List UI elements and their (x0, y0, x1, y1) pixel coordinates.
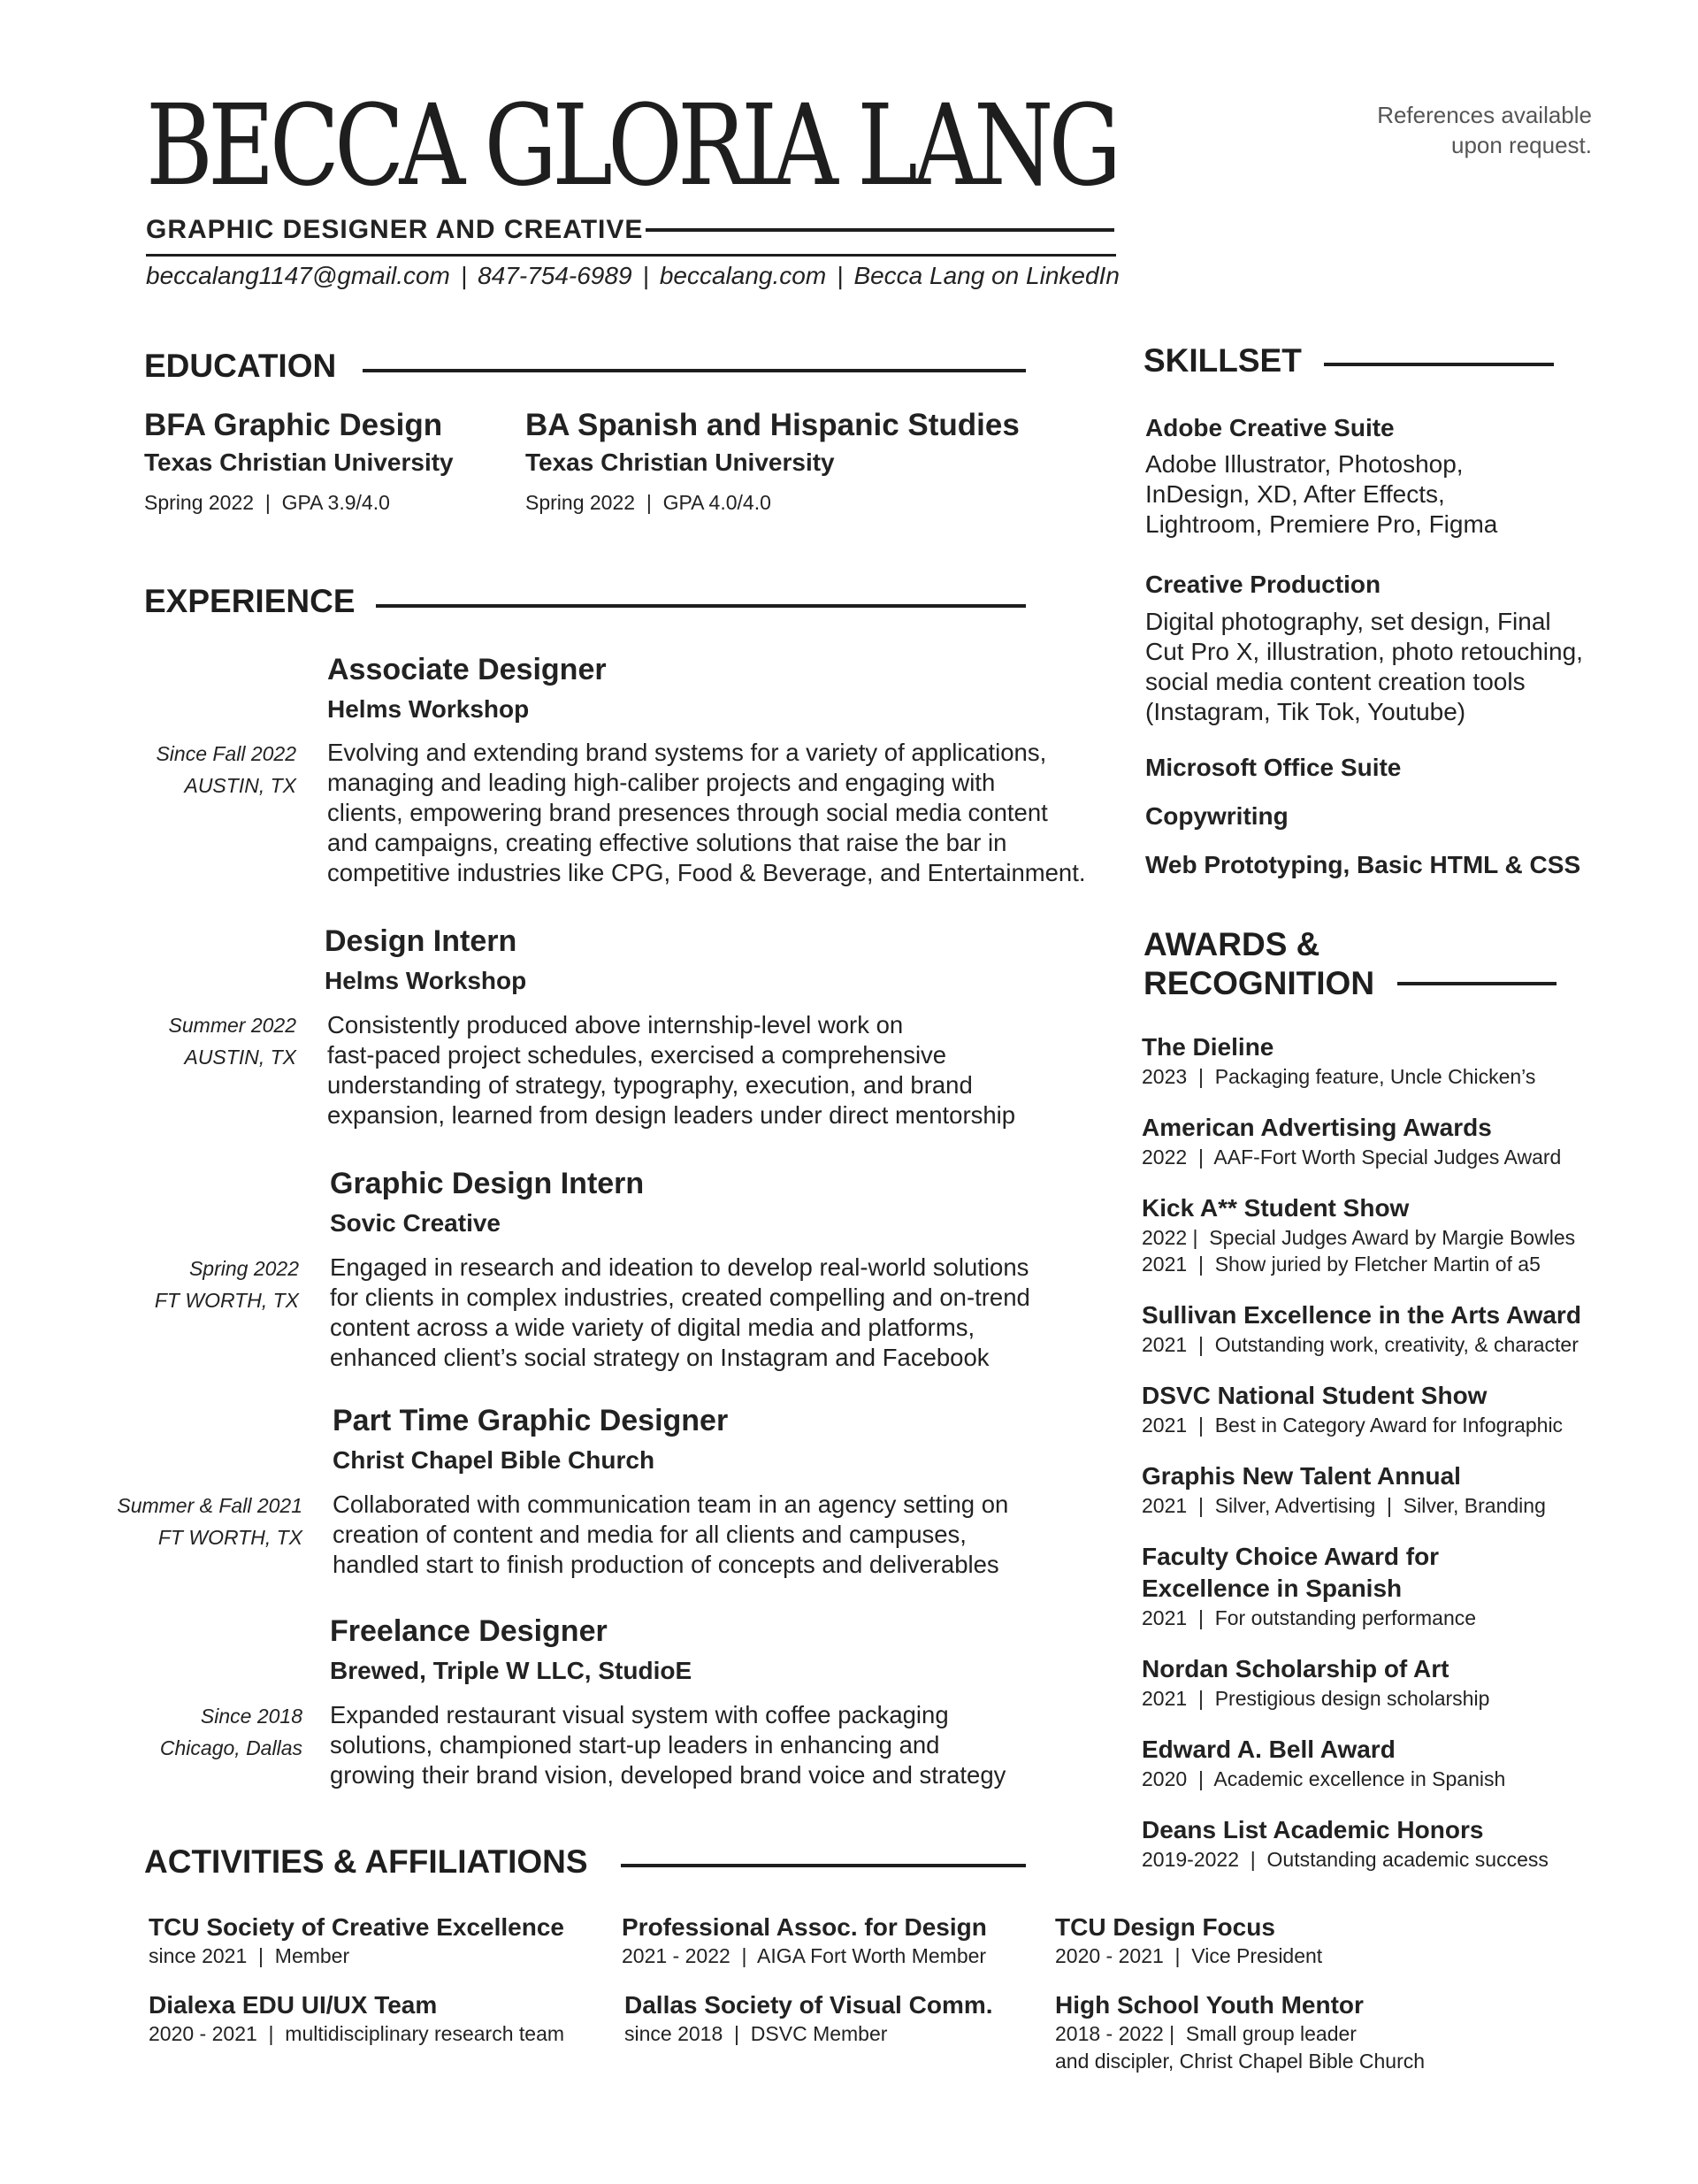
job-description-line: Collaborated with communication team in an agency setting on (333, 1490, 1009, 1518)
job-description-line: competitive industries like CPG, Food & Beverage, and Entertainment. (327, 859, 1086, 886)
award-name: Faculty Choice Award for (1142, 1543, 1440, 1570)
award-meta: 2021 | Outstanding work, creativity, & character (1142, 1333, 1579, 1356)
education-item (525, 408, 1020, 515)
award-item (1142, 1541, 1672, 1631)
award-name: Nordan Scholarship of Art (1142, 1655, 1449, 1682)
education-rule (363, 369, 1026, 372)
job-description (330, 1700, 1126, 1790)
contact-email[interactable]: beccalang1147@gmail.com (146, 262, 450, 289)
award-item (1142, 1734, 1672, 1792)
award-meta: 2019-2022 | Outstanding academic success (1142, 1848, 1549, 1871)
skillset-heading: SKILLSET (1143, 342, 1302, 379)
job-description-line: Consistently produced above internship-level work on (327, 1011, 904, 1038)
award-item (1142, 1031, 1672, 1090)
job-location: Chicago, Dallas (159, 1736, 302, 1759)
award-meta: 2022 | Special Judges Award by Margie Bowles (1142, 1226, 1576, 1249)
job-description-line: content across a wide variety of digital media and platforms, (330, 1314, 975, 1341)
job-dates: Summer & Fall 2021 (117, 1494, 302, 1517)
activity-name: Professional Assoc. for Design (622, 1913, 987, 1941)
awards-heading-line: RECOGNITION (1143, 965, 1375, 1001)
job-description-line: handled start to finish production of concepts and deliverables (333, 1551, 999, 1578)
skill-details (1145, 449, 1497, 540)
award-item (1142, 1380, 1672, 1438)
job-company: Helms Workshop (327, 695, 530, 723)
contact-line (146, 262, 1120, 290)
award-meta: 2020 | Academic excellence in Spanish (1142, 1767, 1506, 1790)
award-meta: 2023 | Packaging feature, Uncle Chicken’s (1142, 1065, 1536, 1088)
experience-heading: EXPERIENCE (144, 583, 356, 619)
award-name: Edward A. Bell Award (1142, 1736, 1396, 1763)
award-item (1142, 1299, 1672, 1358)
skill-details-line: InDesign, XD, After Effects, (1145, 480, 1445, 508)
skill-details-line: Digital photography, set design, Final (1145, 608, 1551, 635)
job-company: Christ Chapel Bible Church (333, 1446, 655, 1474)
job-description-line: managing and leading high-caliber projects and engaging with (327, 769, 996, 796)
job-title: Freelance Designer (330, 1614, 608, 1648)
contact-linkedin[interactable]: Becca Lang on LinkedIn (853, 262, 1120, 289)
award-name: Graphis New Talent Annual (1142, 1462, 1461, 1490)
skill-category: Adobe Creative Suite (1145, 414, 1395, 441)
skill-category: Creative Production (1145, 571, 1381, 598)
activity-item (1055, 1990, 1425, 2075)
skill-details-line: (Instagram, Tik Tok, Youtube) (1145, 698, 1466, 725)
award-meta: 2021 | Prestigious design scholarship (1142, 1687, 1490, 1710)
job-description-line: for clients in complex industries, created compelling and on-trend (330, 1284, 1030, 1311)
activity-meta: since 2021 | Member (149, 1944, 350, 1967)
award-item (1142, 1112, 1672, 1170)
skill-details-line: Lightroom, Premiere Pro, Figma (1145, 510, 1498, 538)
job-description-line: solutions, championed start-up leaders in enhancing and (330, 1731, 940, 1759)
skill-details-line: social media content creation tools (1145, 668, 1526, 695)
contact-separator: | (837, 262, 844, 289)
job-dates: Summer 2022 (168, 1014, 296, 1037)
activity-meta: 2020 - 2021 | Vice President (1055, 1944, 1323, 1967)
job-description-line: fast-paced project schedules, exercised a comprehensive (327, 1041, 947, 1069)
contact-separator: | (460, 262, 468, 289)
experience-rule (376, 604, 1026, 608)
job-company: Sovic Creative (330, 1209, 501, 1237)
skill-details-line: Cut Pro X, illustration, photo retouching, (1145, 638, 1583, 665)
awards-list (1142, 1031, 1672, 1873)
job-description-line: enhanced client’s social strategy on Instagram and Facebook (330, 1344, 990, 1371)
education-heading: EDUCATION (144, 348, 337, 384)
award-name: Deans List Academic Honors (1142, 1816, 1484, 1843)
award-meta: 2021 | Silver, Advertising | Silver, Branding (1142, 1494, 1546, 1517)
activity-item (149, 1912, 564, 1970)
job-location: FT WORTH, TX (157, 1526, 302, 1549)
awards-heading (1143, 925, 1374, 1003)
job-dates: Spring 2022 (188, 1257, 299, 1280)
award-meta: 2021 | Best in Category Award for Infographic (1142, 1414, 1564, 1437)
award-item (1142, 1653, 1672, 1712)
contact-phone[interactable]: 847-754-6989 (478, 262, 632, 289)
job-dates-location (117, 1490, 302, 1553)
job-description-line: Engaged in research and ideation to develop real-world solutions (330, 1253, 1029, 1281)
job-description-line: clients, empowering brand presences through social media content (327, 799, 1048, 826)
skill-details (1145, 607, 1583, 727)
job-description-line: and campaigns, creating effective solutions that raise the bar in (327, 829, 1007, 856)
job-description (327, 1010, 1123, 1130)
activity-item (622, 1912, 987, 1970)
job-dates-location (160, 1700, 302, 1764)
job-description-line: expansion, learned from design leaders under direct mentorship (327, 1101, 1016, 1129)
job-dates: Since Fall 2022 (156, 742, 296, 765)
education-degree: BA Spanish and Hispanic Studies (525, 408, 1020, 442)
skill-category: Web Prototyping, Basic HTML & CSS (1145, 851, 1581, 878)
job-company: Helms Workshop (325, 967, 527, 994)
subtitle-rule (646, 228, 1114, 232)
award-name: The Dieline (1142, 1033, 1274, 1061)
education-meta: Spring 2022 | GPA 3.9/4.0 (144, 491, 390, 514)
awards-rule (1397, 982, 1556, 985)
award-name: DSVC National Student Show (1142, 1382, 1488, 1409)
activity-meta: 2021 - 2022 | AIGA Fort Worth Member (622, 1944, 987, 1967)
award-meta: 2021 | For outstanding performance (1142, 1606, 1477, 1629)
education-item (144, 408, 454, 515)
job-description (327, 738, 1123, 888)
contact-separator: | (642, 262, 649, 289)
activity-name: High School Youth Mentor (1055, 1991, 1364, 2019)
education-meta: Spring 2022 | GPA 4.0/4.0 (525, 491, 771, 514)
activity-name: Dialexa EDU UI/UX Team (149, 1991, 438, 2019)
header-rule (146, 254, 1116, 257)
skillset-rule (1324, 363, 1554, 366)
education-degree: BFA Graphic Design (144, 408, 443, 442)
job-title: Associate Designer (327, 653, 607, 686)
job-description (330, 1253, 1126, 1373)
job-description (333, 1490, 1128, 1580)
award-name: Sullivan Excellence in the Arts Award (1142, 1301, 1581, 1329)
job-description-line: Evolving and extending brand systems for a variety of applications, (327, 739, 1047, 766)
references-line: upon request. (1450, 132, 1592, 158)
job-description-line: growing their brand vision, developed brand voice and strategy (330, 1761, 1006, 1789)
job-description-line: creation of content and media for all clients and campuses, (333, 1521, 967, 1548)
education-school: Texas Christian University (144, 448, 454, 476)
resume-name: BECCA GLORIA LANG (146, 80, 1117, 211)
activity-name: TCU Society of Creative Excellence (149, 1913, 564, 1941)
job-description-line: understanding of strategy, typography, execution, and brand (327, 1071, 973, 1099)
activity-meta: 2020 - 2021 | multidisciplinary research team (149, 2022, 565, 2045)
activity-name: Dallas Society of Visual Comm. (624, 1991, 993, 2019)
job-dates: Since 2018 (200, 1705, 302, 1728)
job-location: FT WORTH, TX (154, 1289, 299, 1312)
job-title: Graphic Design Intern (330, 1167, 645, 1200)
skill-category: Microsoft Office Suite (1145, 754, 1402, 781)
resume-subtitle: GRAPHIC DESIGNER AND CREATIVE (146, 215, 644, 244)
job-title: Part Time Graphic Designer (333, 1404, 729, 1437)
activities-heading: ACTIVITIES & AFFILIATIONS (144, 1843, 588, 1880)
award-meta: 2022 | AAF-Fort Worth Special Judges Award (1142, 1146, 1562, 1169)
job-location: AUSTIN, TX (184, 1046, 296, 1069)
references-line: References available (1377, 102, 1592, 128)
activity-item (1055, 1912, 1322, 1970)
activity-item (149, 1990, 564, 2048)
award-item (1142, 1814, 1672, 1873)
award-meta: 2021 | Show juried by Fletcher Martin of a5 (1142, 1253, 1541, 1276)
skill-details-line: Adobe Illustrator, Photoshop, (1145, 450, 1464, 478)
award-item (1142, 1192, 1672, 1277)
activity-meta: since 2018 | DSVC Member (624, 2022, 888, 2045)
education-school: Texas Christian University (525, 448, 835, 476)
awards-heading-line: AWARDS & (1143, 926, 1320, 962)
job-dates-location (169, 1009, 296, 1073)
job-title: Design Intern (325, 924, 517, 958)
skill-category: Copywriting (1145, 802, 1289, 830)
activity-name: TCU Design Focus (1055, 1913, 1275, 1941)
activity-item (624, 1990, 993, 2048)
job-dates-location (156, 738, 296, 801)
job-location: AUSTIN, TX (184, 774, 296, 797)
job-description-line: Expanded restaurant visual system with coffee packaging (330, 1701, 949, 1728)
contact-website[interactable]: beccalang.com (659, 262, 827, 289)
award-name: American Advertising Awards (1142, 1114, 1492, 1141)
activity-meta: 2018 - 2022 | Small group leader (1055, 2022, 1357, 2045)
job-dates-location (155, 1253, 299, 1316)
references-note (1238, 100, 1592, 160)
activities-rule (621, 1864, 1026, 1867)
award-name: Kick A** Student Show (1142, 1194, 1410, 1222)
award-name: Excellence in Spanish (1142, 1575, 1403, 1602)
activity-meta: and discipler, Christ Chapel Bible Church (1055, 2050, 1426, 2073)
job-company: Brewed, Triple W LLC, StudioE (330, 1657, 692, 1684)
award-item (1142, 1460, 1672, 1519)
